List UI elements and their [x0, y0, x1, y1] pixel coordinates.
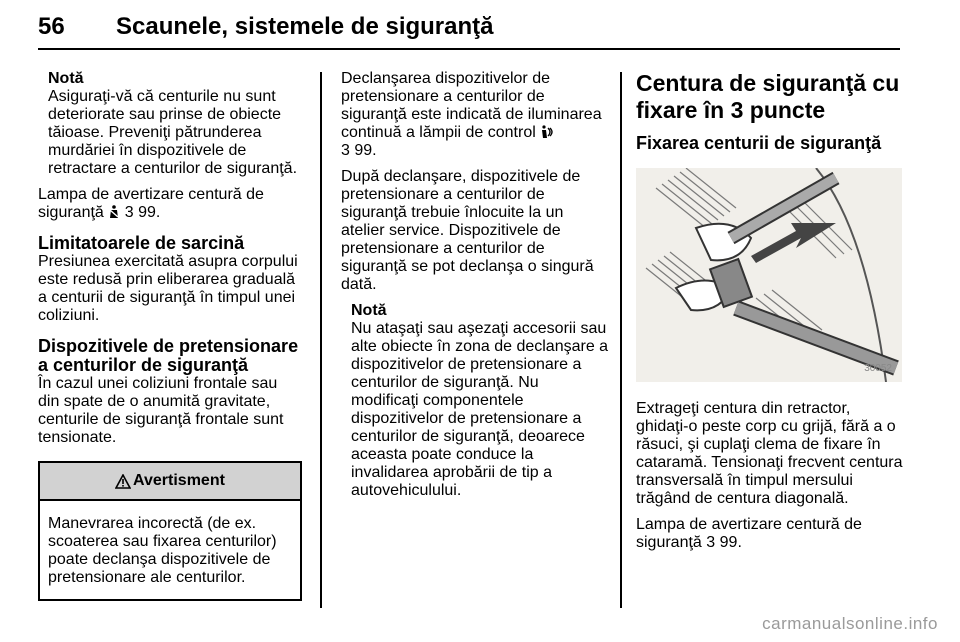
heading-three-point-belt: Centura de siguranţă cu fixare în 3 puncte: [636, 70, 900, 123]
heading-load-limiters: Limitatoarele de sarcină: [38, 233, 245, 253]
note-label: Notă: [351, 302, 387, 319]
page-reference-link[interactable]: 99.: [354, 142, 377, 159]
note-block: [38, 70, 302, 178]
heading-pretensioners: Dispozitivele de pretensionare a centurilor de siguranţă: [38, 336, 299, 375]
limiters-paragraph: Presiunea exercitată asupra corpului este redusă prin eliberarea graduală a centurii de siguranţă în timpul unei coliziuni.: [38, 253, 298, 324]
note-text: Nu ataşaţi sau aşezaţi accesorii sau alte obiecte în zona de declanşare a dispozitivelor de pretensionare a centurilor de siguranţă. Nu modificaţi componentele dispozitivelor de pretensionare a centurilor de siguranţă, deoarece aceasta poate conduce la invalidarea aprobării de tip a autovehiculului.: [351, 320, 609, 499]
heading-fastening: Fixarea centurii de siguranţă: [636, 133, 882, 153]
lamp-paragraph: [636, 516, 906, 552]
figure-number: 30052: [864, 363, 892, 374]
page-reference-link[interactable]: 99.: [138, 204, 161, 221]
page-number: 56: [38, 13, 65, 40]
warning-title: Avertisment: [133, 472, 225, 489]
reference-arrow-icon: 3: [341, 142, 350, 159]
column-divider: [620, 72, 622, 608]
reference-arrow-icon: 3: [706, 534, 716, 551]
column-middle: [341, 70, 609, 508]
lamp-paragraph: [38, 186, 302, 222]
column-left: [38, 70, 302, 601]
column-divider: [320, 72, 322, 608]
seatbelt-illustration: [636, 168, 902, 382]
replace-paragraph: După declanşare, dispozitivele de pretensionare a centurilor de siguranţă trebuie înlocuite la un atelier service. Dispozitivele de pretensionare a centurilor de siguranţă se pot declanşa o singură dată.: [341, 168, 594, 293]
note-label: Notă: [48, 70, 84, 87]
seatbelt-fastening-image: [636, 168, 902, 382]
airbag-control-icon: [540, 125, 554, 139]
note-block: [341, 302, 609, 500]
note-text: Asiguraţi-vă că centurile nu sunt deteriorate sau prinse de obiecte tăioase. Preveniţi pătrunderea murdăriei în dispozitivele de retractare a centurilor de siguranţă.: [48, 88, 298, 177]
warning-box: [38, 461, 302, 601]
fasten-paragraph: Extrageţi centura din retractor, ghidaţi-o peste corp cu grijă, fără a o răsuci, şi cuplaţi clema de fixare în cataramă. Tensionaţi frecvent centura transversală în timpul mersului trăgând de centura diagonală.: [636, 400, 903, 507]
deploy-paragraph: [341, 70, 609, 160]
watermark: carmanualsonline.info: [762, 614, 938, 633]
column-right: [636, 70, 906, 560]
page-reference-link[interactable]: 99.: [719, 534, 742, 551]
warning-text: Manevrarea incorectă (de ex. scoaterea sau fixarea centurilor) poate declanşa dispozitivele de pretensionare ale centurilor.: [48, 515, 277, 586]
warning-header: [40, 463, 300, 501]
pretensioners-paragraph: În cazul unei coliziuni frontale sau din spate de o anumită gravitate, centurile de siguranţă frontale sunt tensionate.: [38, 375, 284, 446]
seatbelt-warning-icon: [108, 205, 120, 219]
warning-triangle-icon: [115, 474, 131, 489]
lamp-text: Lampa de avertizare centură de siguranţă: [636, 516, 862, 551]
deploy-text: Declanşarea dispozitivelor de pretensionare a centurilor de siguranţă este indicată de iluminarea continuă a lămpii de control: [341, 70, 602, 141]
page-header: [38, 0, 900, 50]
lamp-text: Lampa de avertizare centură de siguranţă: [38, 186, 264, 221]
page-title: Scaunele, sistemele de siguranţă: [116, 13, 494, 40]
reference-arrow-icon: 3: [124, 204, 134, 221]
